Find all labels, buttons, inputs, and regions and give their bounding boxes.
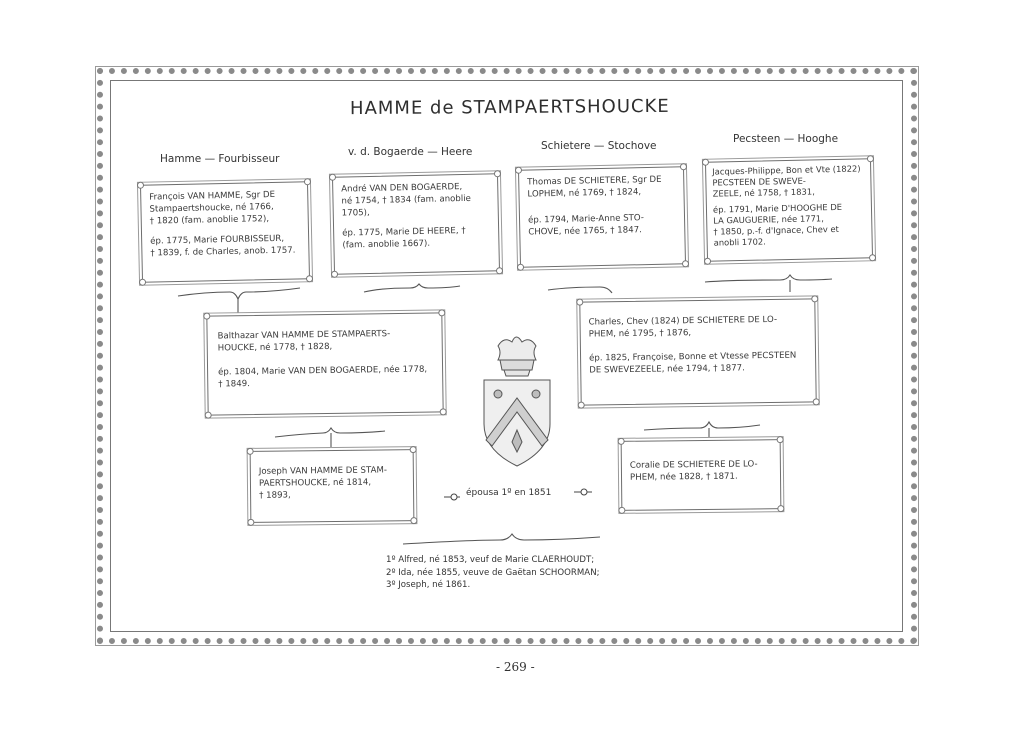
box-line: 1705), bbox=[341, 207, 370, 219]
child-entry: 1º Alfred, né 1853, veuf de Marie CLAERHOUDT; bbox=[386, 555, 595, 565]
brace-coralie bbox=[644, 422, 760, 430]
box-line: PHEM, née 1828, † 1871. bbox=[629, 471, 738, 483]
brace-right-top bbox=[705, 275, 832, 282]
person-box-francois bbox=[140, 181, 310, 282]
box-line: HOUCKE, né 1778, † 1828, bbox=[217, 341, 333, 354]
box-line: LA GAUGUERIE, née 1771, bbox=[713, 213, 824, 226]
box-line: PECSTEEN DE SWEVE- bbox=[712, 175, 806, 188]
box-line: ép. 1804, Marie VAN DEN BOGAERDE, née 1778, bbox=[218, 364, 428, 378]
marriage-ornament-right bbox=[581, 489, 587, 495]
brace-right-top-left bbox=[548, 287, 612, 293]
person-box-thomas bbox=[518, 166, 686, 267]
box-line: CHOVE, née 1765, † 1847. bbox=[528, 225, 642, 238]
box-line: ép. 1791, Marie D'HOOGHE DE bbox=[712, 201, 843, 215]
brace-left-top-right bbox=[364, 284, 460, 292]
box-line: Coralie DE SCHIETERE DE LO- bbox=[629, 459, 758, 471]
person-box-coralie bbox=[621, 439, 782, 511]
box-line: ép. 1775, Marie DE HEERE, † bbox=[342, 225, 466, 239]
children-list bbox=[386, 554, 600, 592]
box-line: Jacques-Philippe, Bon et Vte (1822) bbox=[712, 163, 861, 177]
family-label-pecsteen: Pecsteen — Hooghe bbox=[733, 133, 839, 145]
box-line: né 1754, † 1834 (fam. anoblie bbox=[341, 193, 471, 207]
box-line: † 1849. bbox=[218, 379, 250, 390]
coat-of-arms-icon bbox=[478, 332, 558, 472]
box-line: PHEM, né 1795, † 1876, bbox=[588, 328, 692, 340]
box-line: † 1850, p.-f. d'Ignace, Chev et bbox=[713, 223, 839, 237]
page-title: HAMME de STAMPAERTSHOUCKE bbox=[349, 95, 670, 120]
box-line: (fam. anoblie 1667). bbox=[342, 238, 431, 251]
box-line: anobli 1702. bbox=[713, 236, 766, 248]
box-line: Charles, Chev (1824) DE SCHIETERE DE LO- bbox=[588, 314, 778, 328]
box-line: PAERTSHOUCKE, né 1814, bbox=[258, 477, 372, 489]
box-line: LOPHEM, né 1769, † 1824, bbox=[527, 187, 642, 200]
box-line: ép. 1825, Françoise, Bonne et Vtesse PECSTEEN bbox=[589, 350, 797, 364]
box-line: Balthazar VAN HAMME DE STAMPAERTS- bbox=[217, 329, 391, 342]
person-box-joseph bbox=[250, 449, 415, 523]
child-entry: 2º Ida, née 1855, veuve de Gaëtan SCHOORMAN; bbox=[386, 567, 600, 578]
box-line: Stampaertshoucke, né 1766, bbox=[149, 201, 274, 215]
box-line: † 1820 (fam. anoblie 1752), bbox=[149, 214, 270, 227]
box-line: DE SWEVEZEELE, née 1794, † 1877. bbox=[589, 363, 745, 376]
marriage-ornament-left bbox=[451, 494, 457, 500]
box-line: ZEELE, né 1758, † 1831, bbox=[712, 186, 815, 200]
child-entry: 3º Joseph, né 1861. bbox=[386, 580, 471, 590]
box-line: André VAN DEN BOGAERDE, bbox=[341, 182, 463, 195]
box-line: ép. 1794, Marie-Anne STO- bbox=[527, 213, 645, 226]
page-number: - 269 - bbox=[496, 660, 535, 674]
family-label-hamme: Hamme — Fourbisseur bbox=[160, 153, 280, 165]
box-line: ép. 1775, Marie FOURBISSEUR, bbox=[150, 233, 285, 247]
brace-children bbox=[403, 534, 600, 544]
box-line: François VAN HAMME, Sgr DE bbox=[149, 189, 276, 203]
box-line: Thomas DE SCHIETERE, Sgr DE bbox=[527, 174, 662, 188]
marriage-label: épousa 1º en 1851 bbox=[466, 488, 552, 498]
brace-left-top bbox=[178, 288, 300, 299]
family-label-schietere: Schietere — Stochove bbox=[541, 140, 657, 152]
box-line: Joseph VAN HAMME DE STAM- bbox=[258, 465, 388, 477]
person-box-charles bbox=[579, 298, 816, 405]
family-label-bogaerde: v. d. Bogaerde — Heere bbox=[348, 146, 473, 158]
box-line: † 1839, f. de Charles, anob. 1757. bbox=[150, 245, 296, 259]
person-box-balthazar bbox=[206, 312, 443, 415]
person-box-jacques bbox=[705, 158, 873, 261]
box-line: † 1893, bbox=[259, 490, 291, 501]
person-box-andre bbox=[332, 173, 500, 274]
brace-joseph bbox=[275, 428, 385, 437]
